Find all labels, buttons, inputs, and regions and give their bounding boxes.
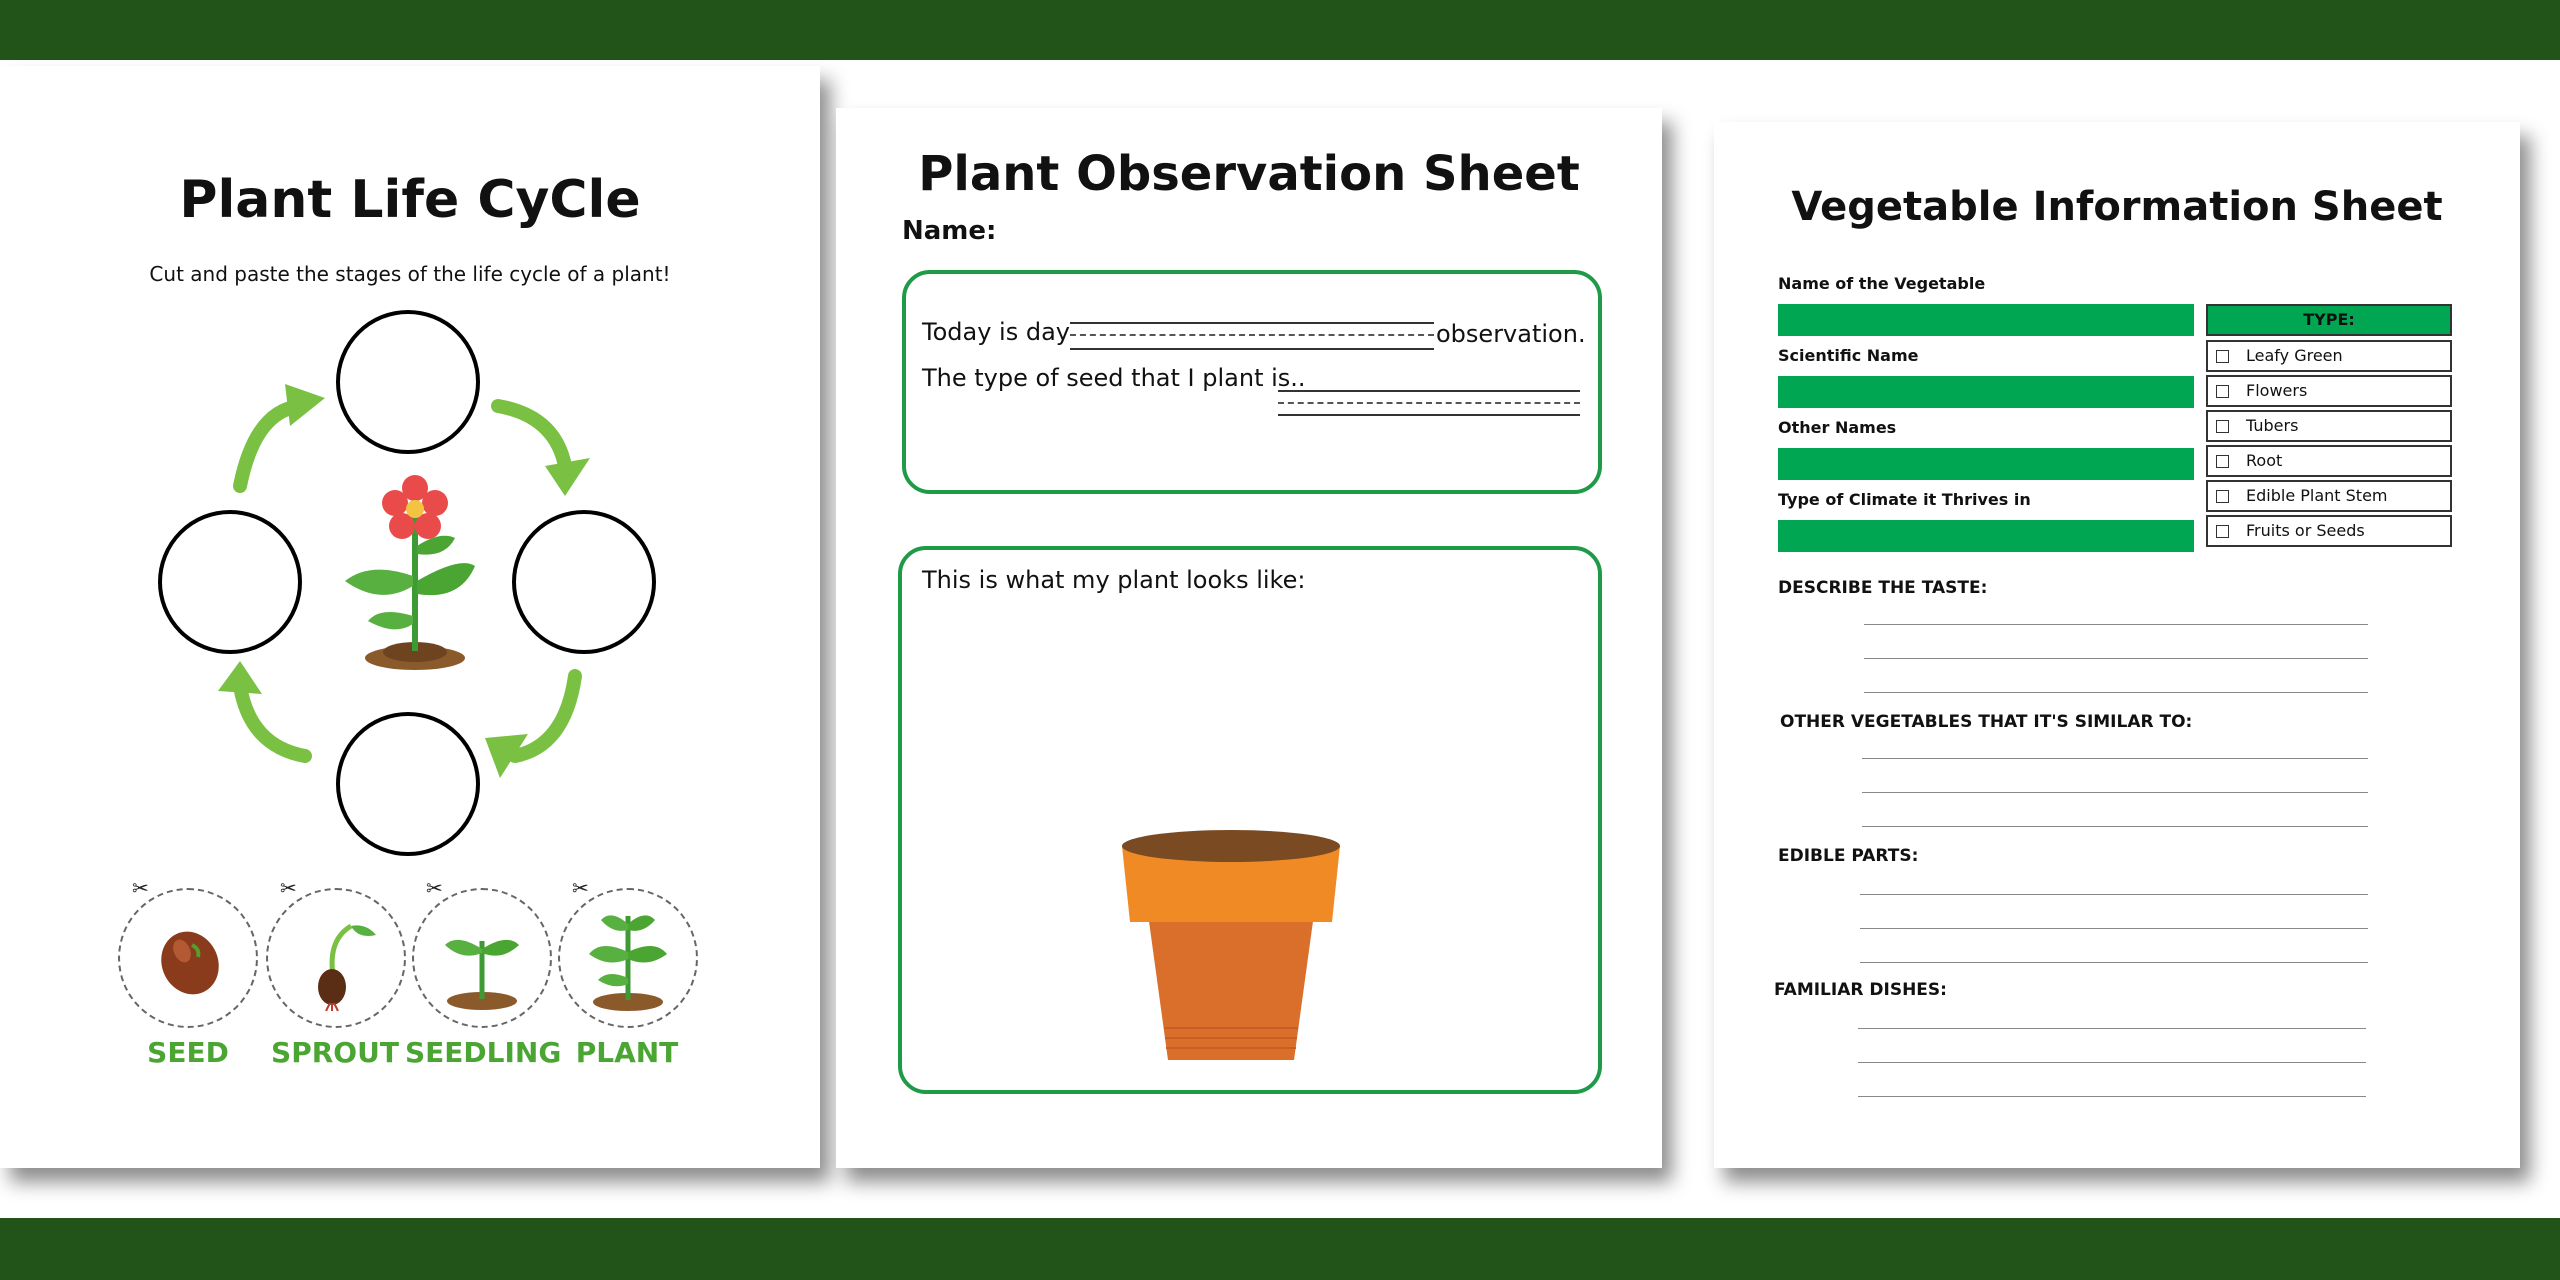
- cycle-slot-left[interactable]: [158, 510, 302, 654]
- scissors-icon: ✂: [426, 876, 443, 900]
- field-label-scientific: Scientific Name: [1778, 346, 1919, 365]
- field-other-names-input[interactable]: [1778, 448, 2194, 480]
- seed-type-answer-line[interactable]: [1278, 414, 1580, 416]
- day-line-dashed: [1070, 334, 1434, 336]
- instructions: Cut and paste the stages of the life cycle of a plant!: [149, 262, 671, 286]
- answer-line[interactable]: [1864, 624, 2368, 625]
- type-option-tubers[interactable]: Tubers: [2206, 410, 2452, 442]
- answer-line[interactable]: [1862, 792, 2368, 793]
- drawing-prompt: This is what my plant looks like:: [922, 566, 1306, 594]
- bottom-band: [0, 1218, 2560, 1280]
- scissors-icon: ✂: [132, 876, 149, 900]
- type-option-leafy-green[interactable]: Leafy Green: [2206, 340, 2452, 372]
- answer-line[interactable]: [1858, 1028, 2366, 1029]
- seedling-icon: [437, 911, 527, 1011]
- seed-icon: [150, 921, 230, 1001]
- answer-line[interactable]: [1858, 1096, 2366, 1097]
- checkbox-icon[interactable]: [2216, 455, 2229, 468]
- field-label-name: Name of the Vegetable: [1778, 274, 1986, 293]
- arrow-top-right-icon: [498, 406, 565, 466]
- flower-icon: [340, 466, 480, 676]
- scissors-icon: ✂: [280, 876, 297, 900]
- page-title: Plant Observation Sheet: [918, 146, 1580, 202]
- arrow-bottom-right-icon: [515, 676, 575, 756]
- day-answer-line[interactable]: [1070, 348, 1434, 350]
- answer-line[interactable]: [1860, 962, 2368, 963]
- type-option-edible-plant-stem[interactable]: Edible Plant Stem: [2206, 480, 2452, 512]
- scissors-icon: ✂: [572, 876, 589, 900]
- answer-line[interactable]: [1862, 826, 2368, 827]
- page-title: Plant Life CyCle: [179, 170, 641, 230]
- stage-label-sprout: SPROUT: [271, 1036, 399, 1069]
- plant-observation-sheet: [836, 108, 1662, 1168]
- answer-line[interactable]: [1862, 758, 2368, 759]
- cycle-slot-right[interactable]: [512, 510, 656, 654]
- field-scientific-input[interactable]: [1778, 376, 2194, 408]
- seed-type-prefix: The type of seed that I plant is..: [922, 364, 1306, 392]
- question-familiar-dishes: FAMILIAR DISHES:: [1774, 980, 1947, 1000]
- top-band: [0, 0, 2560, 60]
- answer-line[interactable]: [1860, 894, 2368, 895]
- stage-label-plant: PLANT: [575, 1036, 679, 1069]
- cycle-slot-top[interactable]: [336, 310, 480, 454]
- checkbox-icon[interactable]: [2216, 420, 2229, 433]
- seed-type-line-dashed: [1278, 402, 1580, 404]
- checkbox-icon[interactable]: [2216, 490, 2229, 503]
- question-edible-parts: EDIBLE PARTS:: [1778, 846, 1919, 866]
- seed-type-line-top: [1278, 390, 1580, 392]
- vegetable-information-sheet: [1714, 122, 2520, 1168]
- stage-label-seed: SEED: [147, 1036, 229, 1069]
- answer-line[interactable]: [1858, 1062, 2366, 1063]
- day-prefix: Today is day: [922, 318, 1070, 346]
- name-label: Name:: [902, 216, 997, 246]
- question-similar: OTHER VEGETABLES THAT IT'S SIMILAR TO:: [1780, 712, 2193, 732]
- type-option-root[interactable]: Root: [2206, 445, 2452, 477]
- day-line-top: [1070, 322, 1434, 324]
- checkbox-icon[interactable]: [2216, 525, 2229, 538]
- checkbox-icon[interactable]: [2216, 385, 2229, 398]
- day-suffix: observation.: [1436, 320, 1586, 348]
- type-option-flowers[interactable]: Flowers: [2206, 375, 2452, 407]
- answer-line[interactable]: [1860, 928, 2368, 929]
- arrow-bottom-left-icon: [240, 686, 305, 756]
- field-label-other-names: Other Names: [1778, 418, 1897, 437]
- question-taste: DESCRIBE THE TASTE:: [1778, 578, 1988, 598]
- cycle-slot-bottom[interactable]: [336, 712, 480, 856]
- checkbox-icon[interactable]: [2216, 350, 2229, 363]
- page-title: Vegetable Information Sheet: [1791, 184, 2443, 230]
- plant-icon: [583, 904, 673, 1012]
- field-label-climate: Type of Climate it Thrives in: [1778, 490, 2031, 509]
- flower-pot-icon: [1118, 828, 1344, 1070]
- field-name-input[interactable]: [1778, 304, 2194, 336]
- type-option-fruits-or-seeds[interactable]: Fruits or Seeds: [2206, 515, 2452, 547]
- answer-line[interactable]: [1864, 692, 2368, 693]
- field-climate-input[interactable]: [1778, 520, 2194, 552]
- sprout-icon: [296, 911, 386, 1011]
- answer-line[interactable]: [1864, 658, 2368, 659]
- stage-label-seedling: SEEDLING: [405, 1036, 562, 1069]
- plant-life-cycle-sheet: [0, 66, 820, 1168]
- type-header: TYPE:: [2206, 304, 2452, 336]
